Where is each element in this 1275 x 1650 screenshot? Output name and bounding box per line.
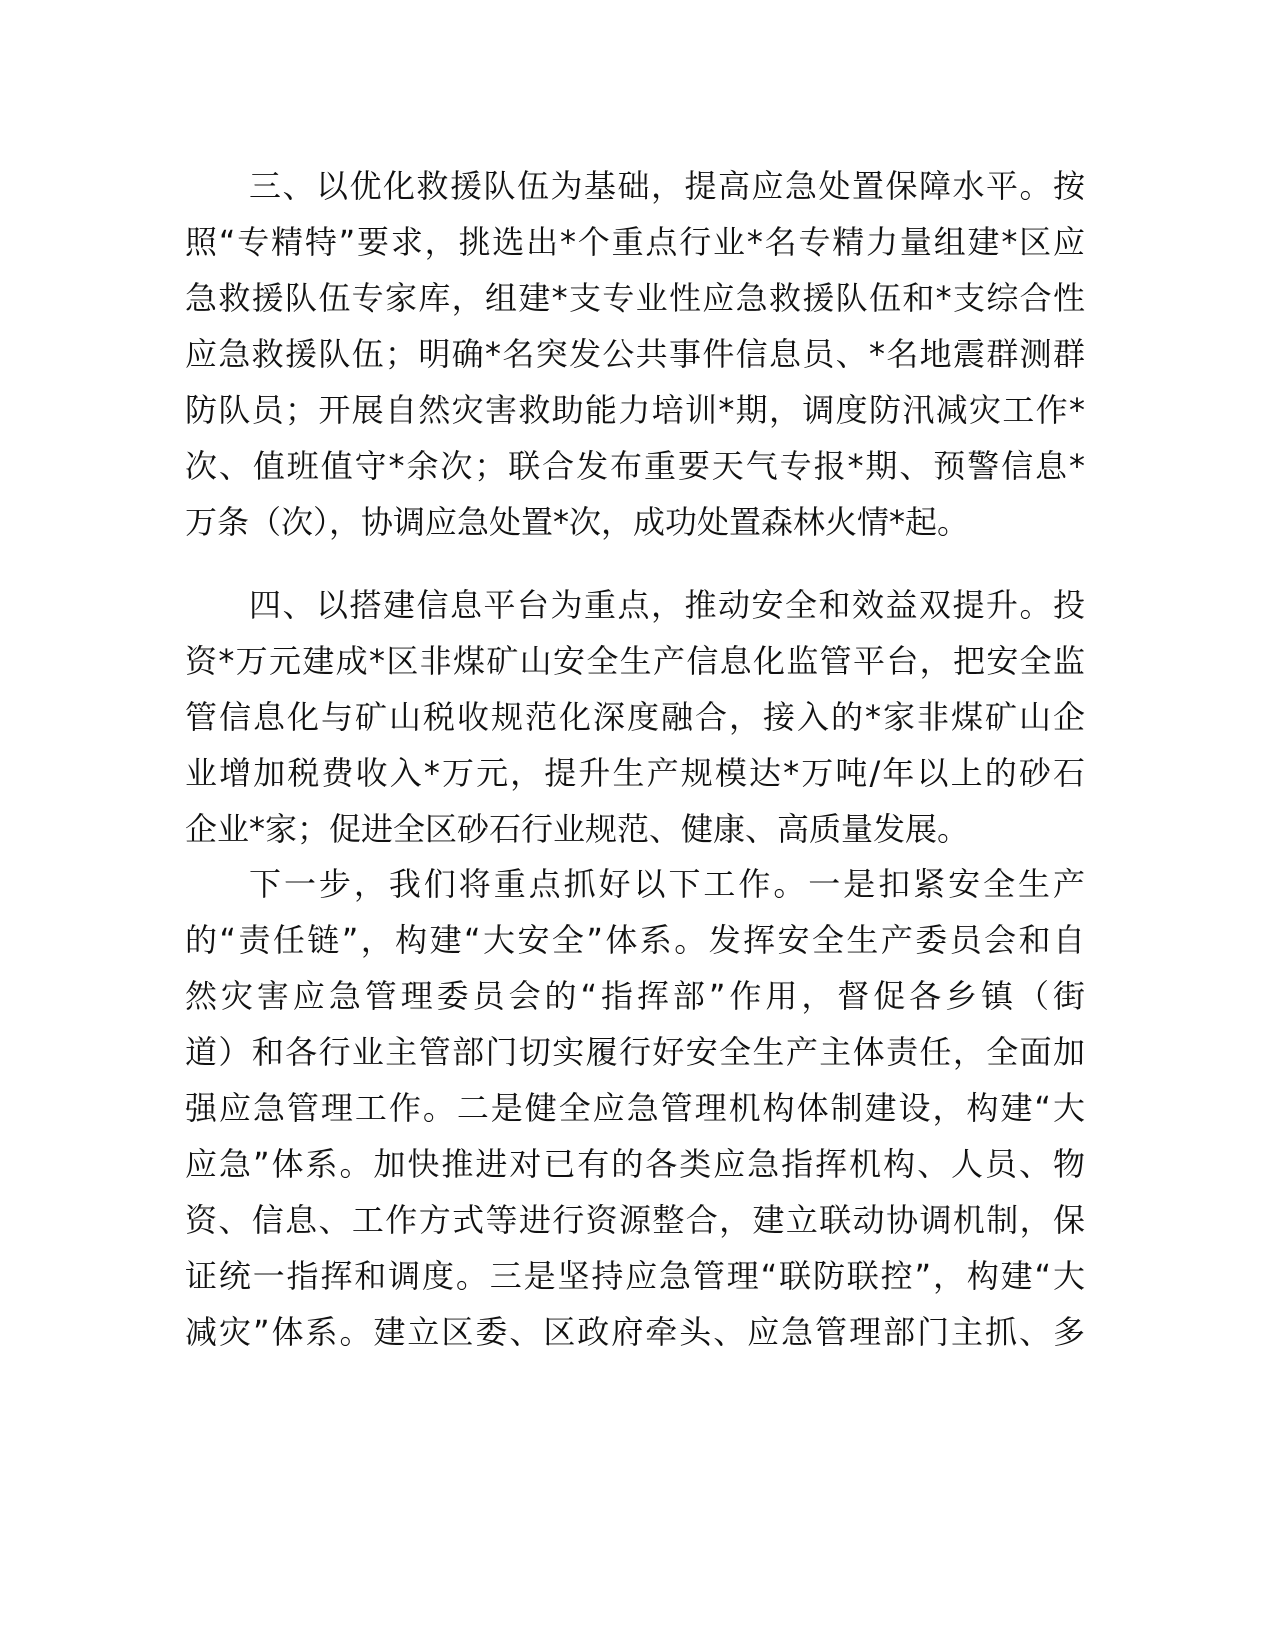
paragraph-line: 资、信息、工作方式等进行资源整合，建立联动协调机制，保 bbox=[185, 1201, 1085, 1239]
paragraph-next-steps bbox=[185, 856, 1085, 1360]
paragraph-line: 企业*家；促进全区砂石行业规范、健康、高质量发展。 bbox=[185, 810, 970, 848]
paragraph-line: 次、值班值守*余次；联合发布重要天气专报*期、预警信息* bbox=[185, 447, 1085, 485]
paragraph-line: 然灾害应急管理委员会的“指挥部”作用，督促各乡镇（街 bbox=[185, 977, 1085, 1015]
paragraph-line: 万条（次），协调应急处置*次，成功处置森林火情*起。 bbox=[185, 503, 970, 541]
paragraph-line: 业增加税费收入*万元，提升生产规模达*万吨/年以上的砂石 bbox=[185, 754, 1085, 792]
paragraph-info-platform bbox=[185, 577, 1085, 857]
paragraph-line: 的“责任链”，构建“大安全”体系。发挥安全生产委员会和自 bbox=[185, 921, 1085, 959]
paragraph-line: 资*万元建成*区非煤矿山安全生产信息化监管平台，把安全监 bbox=[185, 642, 1085, 680]
paragraph-line: 减灾”体系。建立区委、区政府牵头、应急管理部门主抓、多 bbox=[185, 1313, 1085, 1351]
paragraph-line: 下一步，我们将重点抓好以下工作。一是扣紧安全生产 bbox=[249, 865, 1085, 903]
paragraph-line: 急救援队伍专家库，组建*支专业性应急救援队伍和*支综合性 bbox=[185, 279, 1085, 317]
paragraph-line: 证统一指挥和调度。三是坚持应急管理“联防联控”，构建“大 bbox=[185, 1257, 1085, 1295]
paragraph-line: 应急救援队伍；明确*名突发公共事件信息员、*名地震群测群 bbox=[185, 335, 1085, 373]
paragraph-rescue-teams bbox=[185, 158, 1085, 550]
paragraph-line: 防队员；开展自然灾害救助能力培训*期，调度防汛减灾工作* bbox=[185, 391, 1085, 429]
paragraph-line: 照“专精特”要求，挑选出*个重点行业*名专精力量组建*区应 bbox=[185, 223, 1085, 261]
paragraph-line: 三、以优化救援队伍为基础，提高应急处置保障水平。按 bbox=[249, 167, 1085, 205]
paragraph-line: 四、以搭建信息平台为重点，推动安全和效益双提升。投 bbox=[249, 586, 1085, 624]
paragraph-line: 强应急管理工作。二是健全应急管理机构体制建设，构建“大 bbox=[185, 1089, 1085, 1127]
paragraph-line: 道）和各行业主管部门切实履行好安全生产主体责任，全面加 bbox=[185, 1033, 1085, 1071]
paragraph-line: 应急”体系。加快推进对已有的各类应急指挥机构、人员、物 bbox=[185, 1145, 1085, 1183]
paragraph-line: 管信息化与矿山税收规范化深度融合，接入的*家非煤矿山企 bbox=[185, 698, 1085, 736]
